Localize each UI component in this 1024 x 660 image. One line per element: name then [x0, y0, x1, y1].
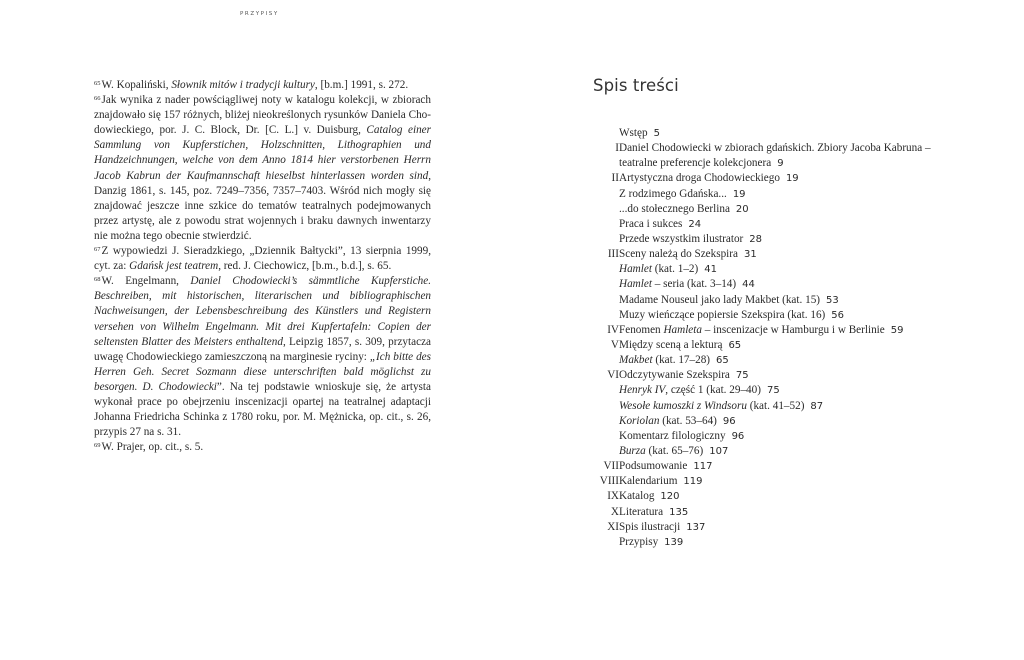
toc-chapter-number: V	[610, 338, 619, 351]
toc-chapter-number: XI	[607, 520, 619, 533]
toc-entry[interactable]	[589, 202, 949, 217]
toc-page-number: 20	[735, 203, 749, 215]
toc-entry[interactable]	[589, 141, 949, 156]
toc-entry-title	[619, 247, 757, 262]
toc-page-number: 19	[785, 173, 799, 185]
toc-entry-title	[619, 262, 717, 277]
toc-page-number: 139	[664, 536, 684, 548]
italic-title: Daniel Chodowiecki’s sämmtliche Kupferstiche. Beschreiben, mit historischen, literarischen und bibliographischen Nachweisungen, der Lebensbeschreibung des Künstlers und Registern versehen von Wilhelm Engelmann. Mit drei Kupfertafeln: Copien der seltensten Blatter des Meisters enthaltend	[94, 275, 432, 348]
toc-entry-title	[619, 338, 741, 353]
text-run: Z wypowiedzi J. Sieradzkiego, „Dziennik Bałtycki”, 13 sierpnia 1999, cyt. za:	[94, 245, 431, 273]
toc-entry-title	[619, 444, 728, 459]
toc-entry[interactable]	[589, 414, 949, 429]
toc-title: Spis treści	[593, 76, 679, 95]
italic-title: Słownik mitów i tradycji kultury	[171, 79, 315, 91]
footnote	[94, 440, 431, 455]
toc-entry[interactable]	[589, 489, 949, 504]
toc-entry[interactable]	[589, 232, 949, 247]
footnote-number: 69	[94, 441, 101, 449]
italic-title: „Ich bitte des Herren Geh. Secret Sozmann diese unterschriften bald möglichst zu besorgen. D. Chodowiecki	[94, 350, 431, 393]
toc-entry[interactable]	[589, 156, 949, 171]
text-run: Muzy wieńczące popiersie Szekspira (kat. 16)	[619, 308, 826, 321]
text-run: , Leipzig 1857, s. 309, przytacza uwagę Chodowieckiego zamieszczoną na marginesie ryciny:	[94, 335, 431, 363]
toc-entry-title	[619, 459, 712, 474]
toc-entry[interactable]	[589, 171, 949, 186]
text-run: Praca i sukces	[619, 217, 683, 230]
toc-entry-title	[619, 156, 784, 171]
footnotes	[94, 78, 431, 455]
toc-entry-title	[619, 399, 823, 414]
footnote-number: 65	[94, 79, 101, 87]
toc-entry-title	[619, 232, 762, 247]
toc-chapter-number: VI	[607, 369, 619, 382]
toc-entry[interactable]	[589, 535, 949, 550]
text-run: , [b.m.] 1991, s. 272.	[314, 79, 409, 91]
toc-chapter-number: IV	[607, 323, 619, 336]
toc-entry[interactable]	[589, 262, 949, 277]
text-run: Podsumowanie	[619, 460, 688, 473]
table-of-contents	[589, 126, 949, 550]
toc-chapter-number: III	[607, 248, 619, 261]
footnote-number: 68	[94, 275, 101, 283]
toc-page-number: 53	[826, 294, 839, 306]
italic-title: Henryk IV	[619, 384, 666, 397]
toc-entry[interactable]	[589, 293, 949, 308]
text-run: Przypisy	[619, 535, 659, 548]
toc-page-number: 9	[777, 158, 784, 170]
toc-entry[interactable]	[589, 217, 949, 232]
toc-entry-title	[619, 126, 660, 141]
toc-page-number: 117	[693, 461, 713, 473]
toc-entry-title	[619, 383, 780, 398]
toc-page-number: 137	[686, 521, 706, 533]
toc-entry[interactable]	[589, 444, 949, 459]
toc-page-number: 19	[732, 188, 746, 200]
italic-title: Koriolan	[619, 414, 660, 427]
toc-entry-title	[619, 141, 937, 156]
text-run: Sceny należą do Szekspira	[619, 248, 738, 261]
toc-entry[interactable]	[589, 308, 949, 323]
toc-page-number: 75	[735, 370, 749, 382]
footnote	[94, 274, 431, 440]
toc-page-number: 120	[660, 491, 680, 503]
toc-page-number: 65	[728, 339, 742, 351]
toc-entry[interactable]	[589, 474, 949, 489]
text-run: Przede wszystkim ilustrator	[619, 232, 744, 245]
text-run: (kat. 17–28)	[652, 354, 711, 367]
italic-title: Hamleta	[663, 323, 702, 336]
toc-page-number: 28	[749, 233, 763, 245]
toc-entry-title	[619, 414, 736, 429]
text-run: Odczytywanie Szekspira	[619, 369, 730, 382]
italic-title: Gdańsk jest teatrem	[129, 260, 219, 273]
toc-entry[interactable]	[589, 187, 949, 202]
text-run: (kat. 65–76)	[645, 444, 704, 457]
toc-entry[interactable]	[589, 429, 949, 444]
toc-entry[interactable]	[589, 353, 949, 368]
italic-title: Hamlet	[619, 278, 652, 291]
toc-page-number: 24	[688, 218, 702, 230]
toc-page-number: 87	[810, 400, 824, 412]
toc-entry-title	[619, 202, 749, 217]
toc-page-number: 41	[704, 264, 717, 276]
toc-entry-title	[619, 474, 703, 489]
text-run: Fenomen	[619, 323, 664, 336]
footnote-number: 67	[94, 245, 101, 253]
text-run: – seria (kat. 3–14)	[651, 278, 737, 291]
toc-entry-title	[619, 277, 755, 292]
toc-chapter-number: VII	[603, 460, 619, 473]
text-run: W. Prajer, op. cit., s. 5.	[101, 441, 204, 454]
text-run: Artystyczna droga Chodowieckiego	[619, 172, 780, 185]
italic-title: Makbet	[619, 354, 653, 367]
toc-chapter-number: I	[615, 142, 619, 155]
toc-entry[interactable]	[589, 247, 949, 262]
text-run: Wstęp	[619, 127, 648, 139]
text-run: (kat. 1–2)	[651, 263, 699, 276]
toc-entry-title	[619, 353, 729, 368]
toc-entry[interactable]	[589, 368, 949, 383]
text-run: (kat. 53–64)	[659, 414, 717, 427]
toc-entry-title	[619, 368, 749, 383]
footnote	[94, 93, 431, 244]
toc-entry[interactable]	[589, 323, 949, 338]
toc-entry[interactable]	[589, 505, 949, 520]
text-run: Madame Nouseul jako lady Makbet (kat. 15)	[619, 293, 821, 306]
toc-entry[interactable]	[589, 383, 949, 398]
toc-entry-title	[619, 217, 701, 232]
toc-page-number: 96	[731, 430, 745, 442]
footnote	[94, 78, 431, 93]
toc-entry[interactable]	[589, 399, 949, 414]
toc-entry-title	[619, 323, 903, 338]
toc-entry-title	[619, 505, 688, 520]
text-run: Z rodzimego Gdańska...	[619, 187, 727, 200]
toc-page-number: 59	[890, 324, 904, 336]
toc-page-number: 56	[831, 309, 844, 321]
toc-entry[interactable]	[589, 277, 949, 292]
toc-entry-title	[619, 293, 839, 308]
toc-chapter-number: IX	[607, 490, 619, 503]
toc-page-number: 31	[743, 249, 757, 261]
toc-entry-title	[619, 520, 705, 535]
text-run: Między sceną a lekturą	[619, 338, 723, 351]
text-run: Literatura	[619, 505, 664, 518]
toc-entry[interactable]	[589, 459, 949, 474]
toc-entry-title	[619, 308, 844, 323]
toc-chapter-number: II	[611, 172, 619, 185]
toc-page-number: 119	[683, 476, 703, 488]
text-run: , red. J. Ciechowicz, [b.m., b.d.], s. 65.	[218, 260, 392, 273]
italic-title: Wesołe kumoszki z Windsoru	[619, 399, 747, 412]
text-run: Spis ilustracji	[619, 520, 681, 533]
text-run: W. Engelmann,	[101, 275, 191, 288]
italic-title: Catalog einer Sammlung von Kupferstichen, Holzschnitten, Lithographien und Handzeichnungen, welche von dem Anno 1814 hier verstorbenen Herrn Jacob Kabrun der Kaufmannschaft hieselbst hinterlassen worden sind	[94, 124, 431, 182]
toc-page-number: 44	[742, 279, 755, 291]
italic-title: Burza	[619, 444, 646, 457]
toc-page-number: 65	[716, 355, 729, 367]
toc-page-number: 135	[669, 506, 689, 518]
text-run: Komentarz filologiczny	[619, 429, 726, 442]
toc-entry-title	[619, 489, 680, 504]
toc-entry[interactable]	[589, 520, 949, 535]
text-run: teatralne preferencje kolekcjonera	[619, 157, 772, 170]
toc-page-number: 96	[722, 415, 736, 427]
toc-entry-title	[619, 429, 744, 444]
text-run: , Danzig 1861, s. 145, poz. 7249–7356, 7357–7403. Wśród nich mogły się znajdować jeszcze inne szkice do tematów teatralnych podejmowanych przez artystę, ale z powodu strat wojennych i braku dawnych inwentarzy nie można tego obecnie stwierdzić.	[94, 169, 431, 242]
text-run: Kalendarium	[619, 475, 678, 488]
toc-entry-title	[619, 171, 799, 186]
text-run: Katalog	[619, 490, 655, 503]
text-run: , część 1 (kat. 29–40)	[665, 384, 761, 397]
text-run: (kat. 41–52)	[746, 399, 805, 412]
toc-entry-title	[619, 187, 746, 202]
toc-page-number: 107	[709, 445, 729, 457]
running-head: PRZYPISY	[240, 11, 279, 17]
toc-page-number: 75	[766, 385, 780, 397]
toc-entry[interactable]	[589, 338, 949, 353]
text-run: Jak wynika z nader powściągliwej noty w katalogu kolekcji, w zbiorach znajdowało się 157 różnych, bliżej nieokreślonych rysunków Daniela Chodowieckiego, por. J. C. Block, Dr. [C. L.] v. Duisburg,	[94, 94, 431, 137]
toc-page-number: 5	[653, 128, 660, 139]
text-run: ...do stołecznego Berlina	[619, 202, 730, 215]
footnote-number: 66	[94, 94, 101, 102]
italic-title: Hamlet	[619, 263, 652, 276]
toc-entry-title	[619, 535, 683, 550]
text-run: – inscenizacje w Hamburgu i w Berlinie	[701, 323, 885, 336]
text-run: ”. Na tej podstawie wnioskuje się, że artysta wykonał prace po obejrzeniu inscenizacji opartej na teatralnej adaptacji Johanna Friedricha Schinka z 1780 roku, por. M. Mężnicka, op. cit., s. 26, przypis 27 na s. 31.	[94, 380, 431, 439]
toc-entry[interactable]	[589, 126, 949, 141]
text-run: W. Kopaliński,	[101, 79, 172, 91]
footnote	[94, 244, 431, 274]
text-run: Daniel Chodowiecki w zbiorach gdańskich. Zbiory Jacoba Kabruna –	[619, 142, 931, 155]
toc-chapter-number: VIII	[599, 475, 619, 488]
toc-chapter-number: X	[610, 505, 619, 518]
